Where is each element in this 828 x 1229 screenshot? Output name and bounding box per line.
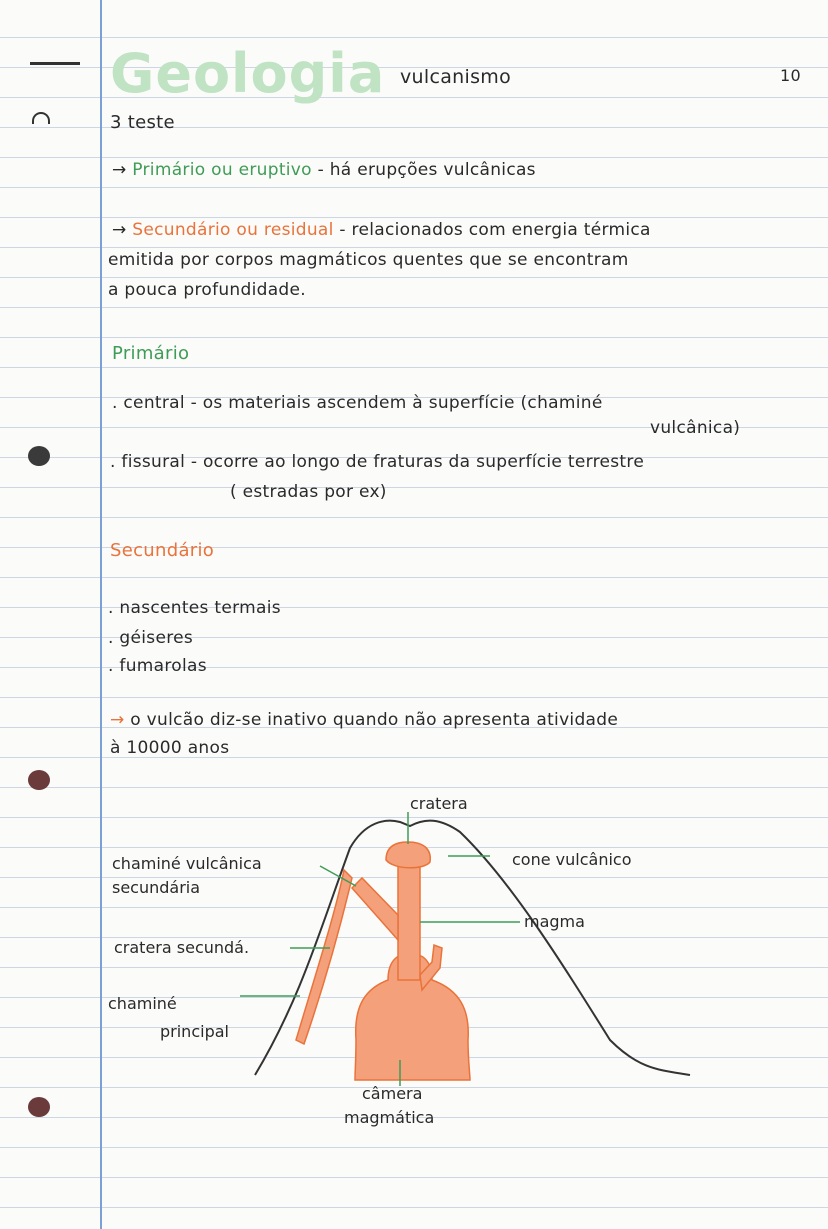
label-chamine-sec-1: chaminé vulcânica [112,854,262,873]
label-cratera: cratera [410,794,468,813]
secundario-item: . nascentes termais [108,598,281,618]
label-chamine-sec-2: secundária [112,878,201,897]
label-camara-2: magmática [344,1108,435,1127]
arrow-icon: → [112,220,127,240]
type-secondary-text: - relacionados com energia térmica [333,220,651,240]
fissure-branch [296,870,352,1044]
secundario-item: . géiseres [108,628,194,648]
arrow-icon: → [110,710,125,730]
crater-top [386,842,430,868]
label-camara-1: câmera [362,1084,423,1103]
label-chamine-pri-2: principal [160,1022,229,1041]
arrow-icon: → [112,160,127,180]
secondary-line-2: emitida por corpos magmáticos quentes que se encontram [108,250,629,270]
secundario-heading: Secundário [110,540,215,561]
subtitle: 3 teste [110,112,175,133]
inactive-line-2: à 10000 anos [110,738,230,758]
label-cone: cone vulcânico [512,850,632,869]
fissural-line-2: ( estradas por ex) [230,482,387,502]
page-number: 10 [780,66,801,85]
label-magma: magma [524,912,585,931]
topic-label: vulcanismo [400,66,512,88]
central-line-2: vulcânica) [650,418,741,438]
inactive-text: o vulcão diz-se inativo quando não apresenta atividade [130,710,619,730]
label-cratera-sec: cratera secundá. [114,938,250,957]
type-secondary-label: Secundário ou residual [132,220,334,240]
secondary-chimney-branch [352,878,398,940]
page-title: Geologia [110,42,386,105]
secundario-item: . fumarolas [108,656,207,676]
fissural-line-1: . fissural - ocorre ao longo de fraturas da superfície terrestre [110,452,645,472]
main-chimney [398,864,420,980]
primario-heading: Primário [112,343,190,364]
label-chamine-pri-1: chaminé [108,994,177,1013]
type-primary-text: - há erupções vulcânicas [311,160,536,180]
type-primary-label: Primário ou eruptivo [132,160,312,180]
secondary-line-3: a pouca profundidade. [108,280,306,300]
central-line-1: . central - os materiais ascendem à superfície (chaminé [112,393,603,413]
